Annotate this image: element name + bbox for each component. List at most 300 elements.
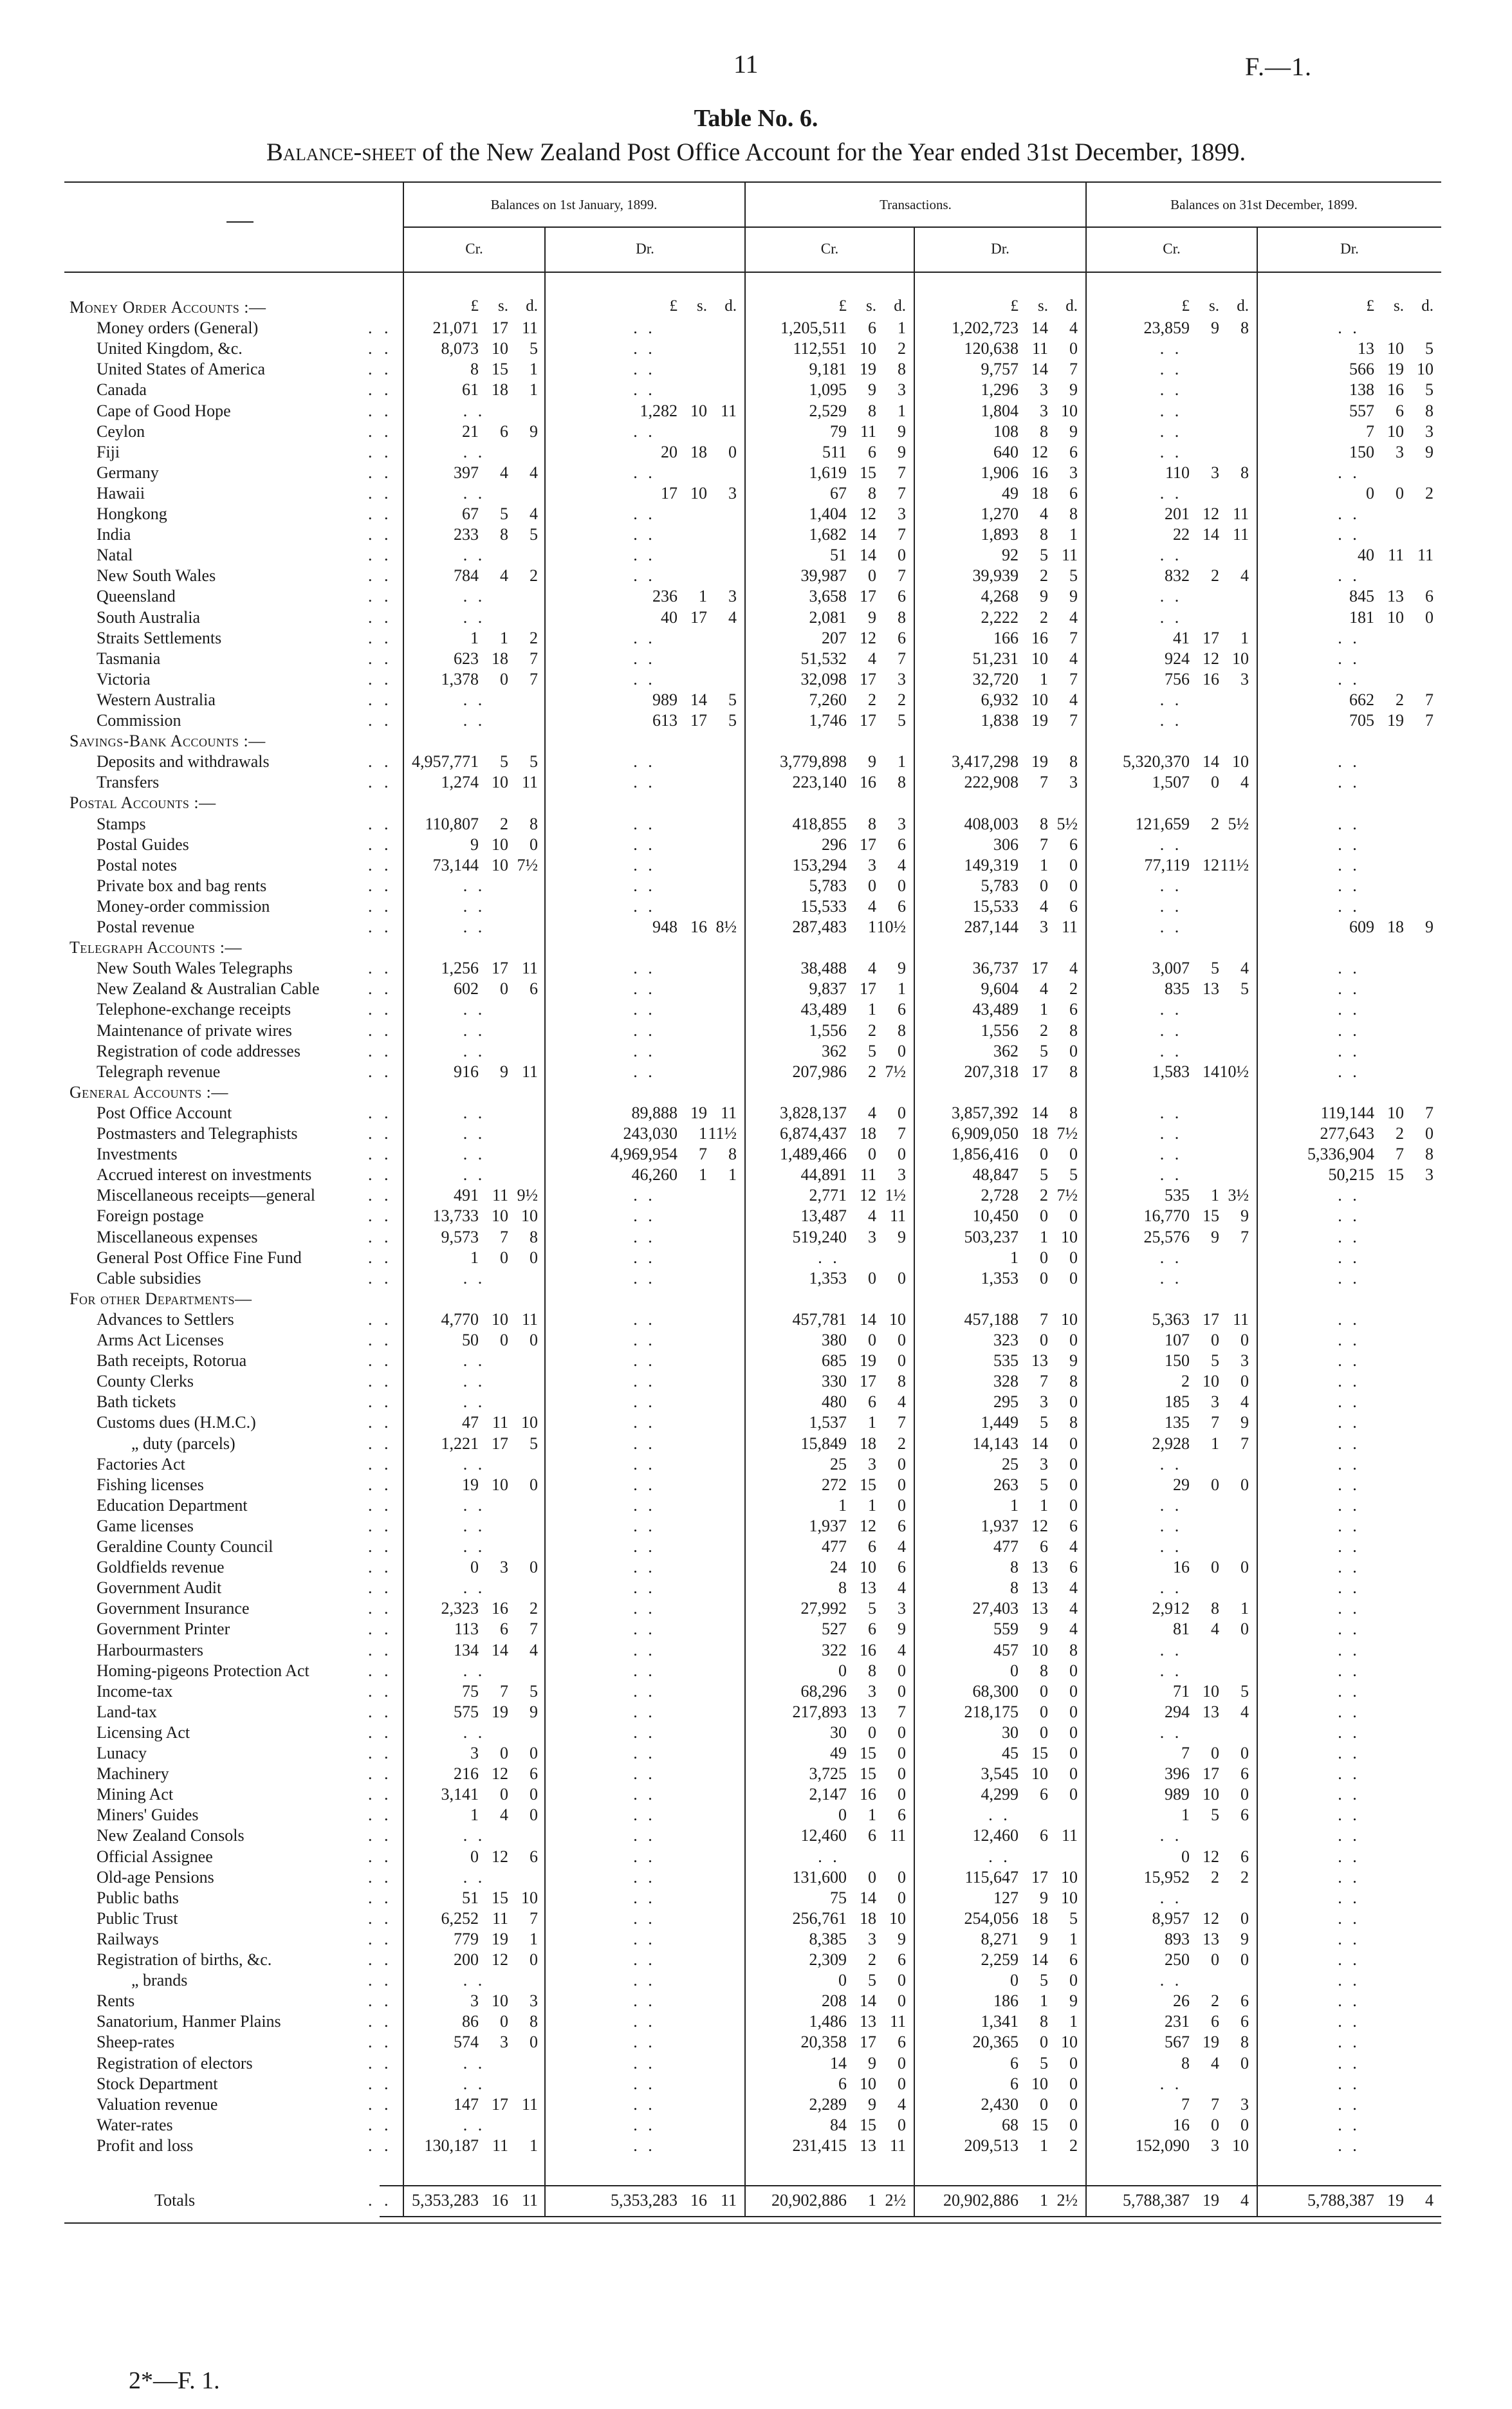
table-row (0, 855, 1512, 876)
shillings-value: 18 (1031, 1124, 1048, 1143)
pence-value: 0 (1240, 1785, 1249, 1804)
empty-cell: . . (1159, 484, 1183, 503)
pounds-value: 61 (462, 380, 479, 399)
pence-value: 4 (728, 608, 737, 627)
pounds-value: 7 (1366, 422, 1374, 441)
shillings-value: 1 (868, 918, 876, 936)
shillings-value: 0 (1040, 1703, 1048, 1721)
leader-dots: . . (368, 1145, 392, 1163)
money-cell (746, 338, 906, 359)
pounds-value: 39,987 (800, 566, 847, 585)
pence-value: 5 (1240, 979, 1249, 998)
pence-value: 0 (1069, 1269, 1078, 1288)
pence-value: 3 (1069, 773, 1078, 791)
section-heading: General Accounts :— (69, 1083, 228, 1102)
empty-cell: . . (1159, 360, 1183, 378)
shillings-value: 17 (860, 2033, 876, 2051)
pence-value: 11 (1232, 525, 1249, 544)
table-row (0, 1330, 1512, 1351)
shillings-value: 0 (1396, 484, 1404, 503)
pence-value: 0 (530, 1475, 538, 1494)
shillings-value: 16 (1203, 670, 1219, 688)
empty-cell: . . (1159, 1661, 1183, 1680)
shillings-value: 14 (1203, 752, 1219, 771)
shillings-value: 15 (860, 463, 876, 482)
pounds-value: 1,486 (809, 2012, 847, 2031)
money-cell (404, 1991, 538, 2011)
money-cell (915, 1165, 1078, 1185)
shillings-value: 2 (868, 1021, 876, 1040)
pence-value: 3 (728, 484, 737, 503)
shillings-value: 8 (1040, 2012, 1048, 2031)
money-cell (746, 1722, 906, 1743)
money-cell (915, 876, 1078, 896)
pounds-value: 40 (1358, 546, 1374, 564)
pounds-value: 1 (470, 1248, 479, 1267)
pence-value: 6 (898, 1517, 906, 1535)
pounds-value: 1,746 (809, 711, 847, 730)
leader-dots: . . (368, 1392, 392, 1411)
money-cell (746, 1351, 906, 1371)
table-row (0, 1619, 1512, 1639)
pounds-value: 491 (454, 1186, 479, 1204)
pence-value: 11 (889, 2136, 906, 2155)
money-cell (746, 917, 906, 937)
section-heading: For other Departments— (69, 1289, 252, 1308)
empty-cell: . . (1338, 1888, 1360, 1907)
pounds-value: 8 (1181, 2054, 1190, 2072)
pence-value: 8 (1240, 463, 1249, 482)
shillings-value: 6 (1040, 1537, 1048, 1556)
money-cell (746, 772, 906, 793)
shillings-value: 17 (492, 1434, 508, 1453)
pence-value: 6 (1425, 587, 1434, 605)
shillings-value: 10 (860, 2074, 876, 2093)
pence-value: 7 (530, 1909, 538, 1928)
money-cell (746, 669, 906, 690)
empty-cell: . . (1338, 856, 1360, 874)
empty-cell: . . (463, 1496, 486, 1515)
pence-value: 11 (889, 1826, 906, 1845)
pence-value: 9 (1240, 1206, 1249, 1225)
section-heading: Savings-Bank Accounts :— (69, 732, 266, 750)
empty-cell: . . (463, 1165, 486, 1184)
table-row (0, 1309, 1512, 1330)
leader-dots: . . (368, 1971, 392, 1989)
pence-value: 9 (1069, 587, 1078, 605)
shillings-value: 8 (868, 1661, 876, 1680)
pounds-value: 10,450 (972, 1206, 1019, 1225)
shillings-value: 2 (1396, 690, 1404, 709)
money-cell (915, 1929, 1078, 1950)
money-cell (1258, 545, 1434, 566)
empty-cell: . . (1338, 1826, 1360, 1845)
shillings-value: 4 (1211, 2054, 1219, 2072)
leader-dots: . . (368, 1103, 392, 1122)
money-cell (404, 772, 538, 793)
pence-value: 10 (521, 1888, 538, 1907)
empty-cell: . . (1338, 1206, 1360, 1225)
pence-value: 0 (1069, 1331, 1078, 1349)
empty-cell: . . (1159, 1248, 1183, 1267)
account-label: Money orders (General) (97, 318, 259, 337)
money-cell (746, 1454, 906, 1475)
shillings-value: 6 (868, 1537, 876, 1556)
pence-value: 3 (898, 1165, 906, 1184)
shillings-value: 13 (1203, 1930, 1219, 1948)
money-cell (546, 917, 737, 937)
empty-cell: . . (633, 380, 656, 399)
empty-cell: . . (633, 835, 656, 854)
empty-cell: . . (633, 1620, 656, 1638)
money-cell (1087, 1950, 1249, 1970)
money-cell (746, 1123, 906, 1144)
account-label: Foreign postage (97, 1206, 204, 1225)
pounds-value: 16 (1173, 1558, 1190, 1576)
empty-cell: . . (1338, 1455, 1360, 1473)
pounds-value: 30 (830, 1723, 847, 1742)
account-label: Registration of births, &c. (97, 1950, 272, 1969)
table-row (0, 524, 1512, 545)
empty-cell: . . (463, 1455, 486, 1473)
table-row (0, 710, 1512, 731)
empty-cell: . . (1159, 1537, 1183, 1556)
pence-value: 3 (1240, 1351, 1249, 1370)
pence-value: 1½ (885, 1186, 906, 1204)
shillings-value: 12 (1203, 1847, 1219, 1866)
pounds-value: 989 (652, 690, 678, 709)
money-cell (746, 1557, 906, 1578)
empty-cell: . . (1159, 711, 1183, 730)
pound-unit: £ (1010, 297, 1019, 315)
pence-value: 0 (530, 1805, 538, 1824)
empty-cell: . . (1338, 773, 1360, 791)
account-label: „ brands (131, 1971, 188, 1989)
account-label: Postmasters and Telegraphists (97, 1124, 298, 1143)
leader-dots: . . (368, 1558, 392, 1576)
leader-dots: . . (368, 1331, 392, 1349)
pence-value: 10 (1232, 2136, 1249, 2155)
pence-value: 11 (521, 318, 538, 337)
pounds-value: 1,202,723 (952, 318, 1019, 337)
shillings-value: 15 (1387, 1165, 1404, 1184)
pounds-value: 557 (1349, 402, 1374, 420)
leader-dots: . . (368, 1537, 392, 1556)
shillings-value: 0 (1040, 1723, 1048, 1742)
shillings-value: 16 (690, 918, 707, 936)
shillings-value: 1 (500, 629, 508, 647)
pounds-value: 277,643 (1320, 1124, 1374, 1143)
money-cell (746, 649, 906, 669)
shillings-value: 0 (868, 1145, 876, 1163)
pounds-value: 5,783 (809, 876, 847, 895)
account-label: Harbourmasters (97, 1641, 204, 1659)
pounds-value: 4,770 (441, 1310, 479, 1329)
leader-dots: . . (368, 1000, 392, 1019)
pounds-value: 19 (462, 1475, 479, 1494)
empty-cell: . . (633, 1930, 656, 1948)
table-row (0, 2011, 1512, 2032)
shillings-value: 14 (860, 1310, 876, 1329)
account-label: Postal revenue (97, 918, 195, 936)
empty-cell: . . (1159, 876, 1183, 895)
money-cell (915, 1309, 1078, 1330)
pence-value: 9 (898, 1930, 906, 1948)
page-number: 11 (733, 50, 759, 78)
table-row (0, 483, 1512, 504)
account-label: Straits Settlements (97, 629, 222, 647)
pounds-value: 12,460 (800, 1826, 847, 1845)
empty-cell: . . (633, 1228, 656, 1246)
shillings-value: 19 (1387, 711, 1404, 730)
pounds-value: 362 (993, 1042, 1019, 1060)
pence-value: 3 (1240, 670, 1249, 688)
pence-value: 4 (1240, 2191, 1249, 2210)
pounds-value: 295 (993, 1392, 1019, 1411)
pounds-value: 25 (830, 1455, 847, 1473)
account-label: Sanatorium, Hanmer Plains (97, 2012, 281, 2031)
empty-cell: . . (633, 422, 656, 441)
pounds-value: 613 (652, 711, 678, 730)
pence-value: 0 (1069, 1042, 1078, 1060)
empty-cell: . . (633, 1558, 656, 1576)
pence-value: 7 (1069, 711, 1078, 730)
empty-cell: . . (1338, 835, 1360, 854)
shillings-value: 5 (1040, 1165, 1048, 1184)
empty-cell: . . (463, 1124, 486, 1143)
money-cell (1087, 2032, 1249, 2053)
money-cell (404, 1434, 538, 1454)
pence-value: 7½ (517, 856, 538, 874)
table-row (0, 1454, 1512, 1475)
money-cell (746, 876, 906, 896)
pence-value: 9 (530, 422, 538, 441)
empty-cell: . . (463, 1578, 486, 1597)
shillings-value: 1 (1040, 1228, 1048, 1246)
pounds-value: 67 (830, 484, 847, 503)
pounds-value: 51 (462, 1888, 479, 1907)
pence-value: 6 (898, 587, 906, 605)
shillings-value: 11 (492, 1909, 508, 1928)
empty-cell: . . (463, 1661, 486, 1680)
empty-cell: . . (633, 1206, 656, 1225)
pence-value: 8 (530, 2012, 538, 2031)
empty-cell: . . (463, 1000, 486, 1019)
shillings-value: 16 (492, 1599, 508, 1618)
empty-cell: . . (1338, 1868, 1360, 1887)
empty-cell: . . (1338, 1991, 1360, 2010)
pence-value: 8 (898, 608, 906, 627)
shillings-value: 0 (1040, 1145, 1048, 1163)
shillings-value: 10 (1031, 690, 1048, 709)
pence-value: 0 (1069, 1971, 1078, 1989)
pounds-value: 27,403 (972, 1599, 1019, 1618)
pence-value: 5 (728, 690, 737, 709)
pounds-value: 2,081 (809, 608, 847, 627)
money-cell (746, 1950, 906, 1970)
shillings-value: 7 (1040, 1310, 1048, 1329)
table-row (0, 1041, 1512, 1062)
pounds-value: 1,556 (981, 1021, 1019, 1040)
money-cell (915, 1991, 1078, 2011)
account-label: Official Assignee (97, 1847, 213, 1866)
leader-dots: . . (368, 1475, 392, 1494)
empty-cell: . . (633, 1868, 656, 1887)
pounds-value: 2,259 (981, 1950, 1019, 1969)
pounds-value: 685 (822, 1351, 847, 1370)
account-label: Postal Guides (97, 835, 189, 854)
shillings-value: 10 (492, 773, 508, 791)
account-label: Western Australia (97, 690, 216, 709)
account-label: Private box and bag rents (97, 876, 267, 895)
shillings-value: 12 (1203, 1909, 1219, 1928)
pence-value: 0 (530, 1950, 538, 1969)
shillings-value: 17 (860, 979, 876, 998)
empty-cell: . . (633, 1888, 656, 1907)
money-cell (746, 1578, 906, 1598)
pounds-value: 27,992 (800, 1599, 847, 1618)
money-cell (915, 1722, 1078, 1743)
pence-value: 6 (898, 2033, 906, 2051)
pounds-value: 1,256 (441, 959, 479, 977)
shillings-value: 3 (868, 856, 876, 874)
money-cell (746, 1495, 906, 1516)
pounds-value: 1,583 (1152, 1062, 1190, 1081)
shillings-value: 0 (868, 566, 876, 585)
pounds-value: 68,300 (972, 1682, 1019, 1701)
pence-value: 7 (530, 649, 538, 668)
section-heading-row (0, 937, 1512, 958)
pounds-value: 0 (838, 1661, 847, 1680)
pounds-value: 480 (822, 1392, 847, 1411)
pence-value: 4 (898, 2095, 906, 2114)
pounds-value: 457,188 (964, 1310, 1019, 1329)
account-label: Investments (97, 1145, 178, 1163)
table-row (0, 2136, 1512, 2156)
account-label: Mining Act (97, 1785, 174, 1804)
money-cell (915, 835, 1078, 855)
footer-rule (64, 2222, 1441, 2224)
empty-cell: . . (1159, 587, 1183, 605)
pence-value: 5½ (1056, 815, 1078, 833)
empty-cell: . . (1338, 1331, 1360, 1349)
totals-top-rule (380, 2185, 1441, 2186)
table-row (0, 463, 1512, 483)
money-cell (404, 421, 538, 442)
pence-value: 7½ (885, 1062, 906, 1081)
pence-value: 0 (1069, 856, 1078, 874)
table-row (0, 649, 1512, 669)
pence-value: 8 (1069, 752, 1078, 771)
shillings-value: 4 (500, 566, 508, 585)
account-label: Bath tickets (97, 1392, 176, 1411)
account-label: Income-tax (97, 1682, 173, 1701)
money-cell (915, 1041, 1078, 1062)
empty-cell: . . (1159, 918, 1183, 936)
empty-cell: . . (463, 443, 486, 461)
table-row (0, 1062, 1512, 1082)
pence-value: 10 (521, 1413, 538, 1432)
leader-dots: . . (368, 1950, 392, 1969)
empty-cell: . . (1159, 835, 1183, 854)
money-cell (1087, 524, 1249, 545)
pence-value: 7 (1240, 1228, 1249, 1246)
empty-cell: . . (633, 1682, 656, 1701)
pence-value: 1 (530, 360, 538, 378)
money-cell (1258, 401, 1434, 421)
pence-value: 1 (1069, 2012, 1078, 2031)
pounds-value: 12,460 (972, 1826, 1019, 1845)
shillings-value: 11 (492, 1186, 508, 1204)
pence-value: 7 (898, 484, 906, 503)
money-cell (746, 1144, 906, 1165)
money-cell (746, 1020, 906, 1041)
table-row (0, 2053, 1512, 2074)
money-cell (746, 566, 906, 586)
pence-value: 8 (1069, 1062, 1078, 1081)
document-reference: F.—1. (1245, 52, 1313, 81)
pounds-value: 49 (1002, 484, 1019, 503)
shillings-value: 15 (1031, 2116, 1048, 2134)
pence-value: 0 (1069, 2054, 1078, 2072)
pounds-value: 4,299 (981, 1785, 1019, 1804)
money-cell (404, 318, 538, 338)
pounds-value: 36,737 (972, 959, 1019, 977)
money-cell (1258, 421, 1434, 442)
empty-cell: . . (1338, 504, 1360, 523)
shillings-value: 2 (1040, 608, 1048, 627)
pounds-value: 328 (993, 1372, 1019, 1390)
empty-cell: . . (1338, 1228, 1360, 1246)
pence-value: 2 (1425, 484, 1434, 503)
pence-value: 0 (1425, 608, 1434, 627)
account-label: South Australia (97, 608, 201, 627)
pence-value: 2 (898, 1434, 906, 1453)
empty-cell: . . (463, 918, 486, 936)
money-cell (915, 524, 1078, 545)
pounds-value: 503,237 (964, 1228, 1019, 1246)
shillings-value: 5 (1211, 959, 1219, 977)
pence-value: 9 (1069, 380, 1078, 399)
section-heading-row (0, 297, 1512, 318)
money-cell (915, 1784, 1078, 1805)
pence-value: 8 (1240, 318, 1249, 337)
shillings-value: 14 (1031, 318, 1048, 337)
pounds-value: 181 (1349, 608, 1374, 627)
account-label: Stock Department (97, 2074, 218, 2093)
pounds-value: 3,007 (1152, 959, 1190, 977)
empty-cell: . . (818, 1847, 840, 1866)
money-cell (915, 1371, 1078, 1392)
pounds-value: 1 (1010, 1248, 1019, 1267)
shillings-value: 4 (868, 649, 876, 668)
leader-dots: . . (368, 1062, 392, 1081)
account-label: Postal notes (97, 856, 177, 874)
leader-dots: . . (368, 339, 392, 358)
shillings-value: 15 (860, 1475, 876, 1494)
account-label: Natal (97, 546, 133, 564)
empty-cell: . . (633, 979, 656, 998)
empty-cell: . . (633, 2136, 656, 2155)
pounds-value: 21,071 (432, 318, 479, 337)
shillings-value: 0 (500, 2012, 508, 2031)
pounds-value: 26 (1173, 1991, 1190, 2010)
account-label: Telephone-exchange receipts (97, 1000, 291, 1019)
money-cell (404, 1062, 538, 1082)
pounds-value: 5,788,387 (1123, 2191, 1190, 2210)
shillings-value: 9 (868, 2054, 876, 2072)
empty-cell: . . (1338, 1248, 1360, 1267)
